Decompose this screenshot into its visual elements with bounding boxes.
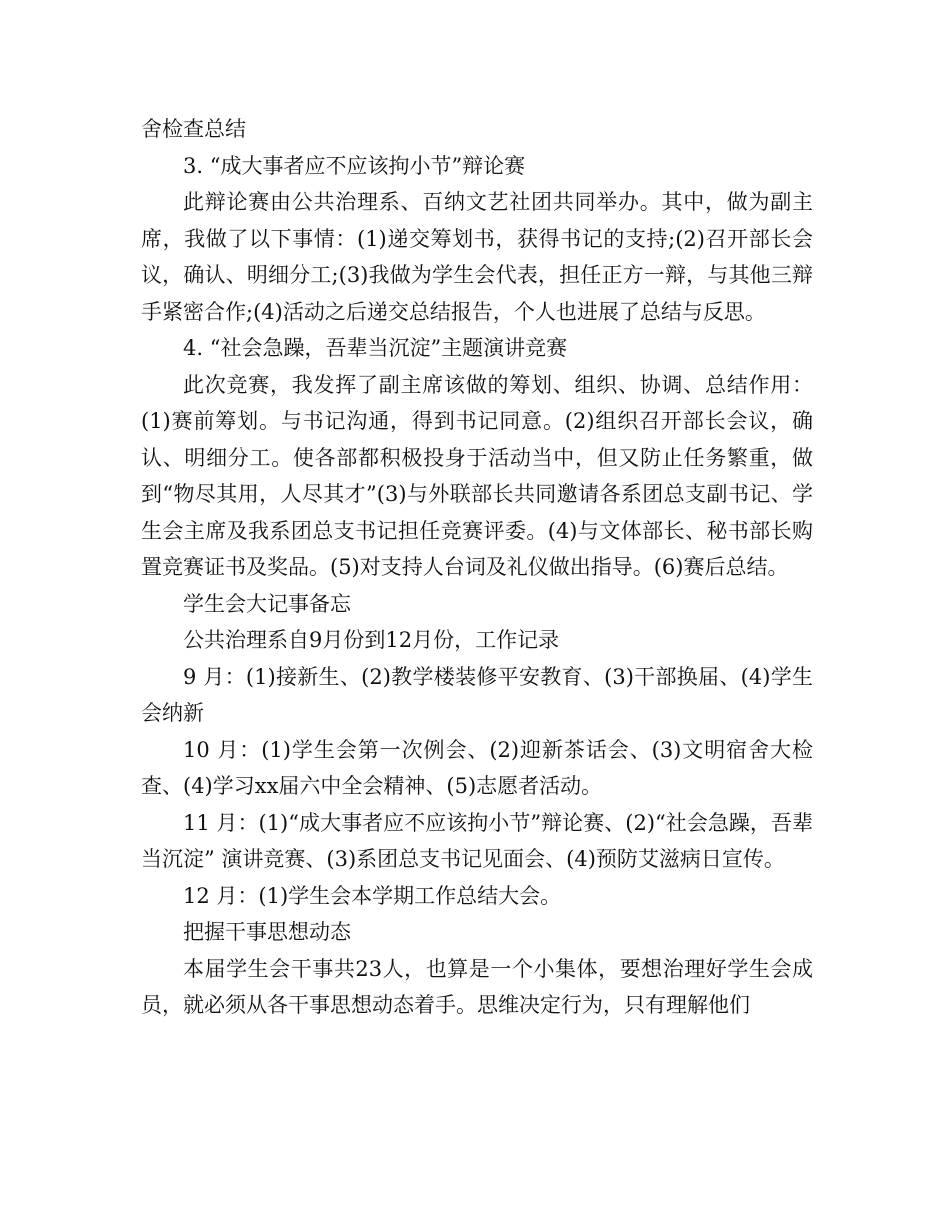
paragraph-work-record: 公共治理系自9月份到12月份，工作记录 (183, 628, 560, 652)
paragraph-november: 11 月：(1)“成大事者应不应该拘小节”辩论赛、(2)“社会急躁，吾辈当沉淀” 演讲竞赛、(3)系团总支书记见面会、(4)预防艾滋病日宣传。 (141, 810, 813, 871)
paragraph-december: 12 月：(1)学生会本学期工作总结大会。 (183, 883, 562, 908)
document-body (141, 111, 813, 1024)
heading-speech-contest: 4. “社会急躁，吾辈当沉淀”主题演讲竞赛 (183, 336, 568, 360)
paragraph-september: 9 月：(1)接新生、(2)教学楼装修平安教育、(3)干部换届、(4)学生会纳新 (141, 664, 813, 725)
paragraph-continuation: 舍检查总结 (141, 117, 246, 141)
paragraph-october: 10 月：(1)学生会第一次例会、(2)迎新茶话会、(3)文明宿舍大检查、(4)学习xx届六中全会精神、(5)志愿者活动。 (141, 737, 813, 798)
paragraph-debate: 此辩论赛由公共治理系、百纳文艺社团共同举办。其中，做为副主席，我做了以下事情：(1)递交筹划书，获得书记的支持;(2)召开部长会议，确认、明细分工;(3)我做为学生会代表，担任正方一辩，与其他三辩手紧密合作;(4)活动之后递交总结报告，个人也进展了总结与反思。 (141, 190, 813, 324)
heading-memo: 学生会大记事备忘 (183, 591, 351, 616)
heading-staff-thoughts: 把握干事思想动态 (183, 920, 351, 944)
paragraph-speech-contest: 此次竞赛，我发挥了副主席该做的筹划、组织、协调、总结作用：(1)赛前筹划。与书记沟通，得到书记同意。(2)组织召开部长会议，确认、明细分工。使各部都积极投身于活动当中，但又防止任务繁重，做到“物尽其用，人尽其才”(3)与外联部长共同邀请各系团总支副书记、学生会主席及我系团总支书记担任竞赛评委。(4)与文体部长、秘书部长购置竞赛证书及奖品。(5)对支持人台词及礼仪做出指导。(6)赛后总结。 (141, 372, 813, 579)
heading-debate: 3. “成大事者应不应该拘小节”辩论赛 (183, 153, 526, 178)
paragraph-staff-thoughts: 本届学生会干事共23人，也算是一个小集体，要想治理好学生会成员，就必须从各干事思想动态着手。思维决定行为，只有理解他们 (141, 956, 813, 1017)
